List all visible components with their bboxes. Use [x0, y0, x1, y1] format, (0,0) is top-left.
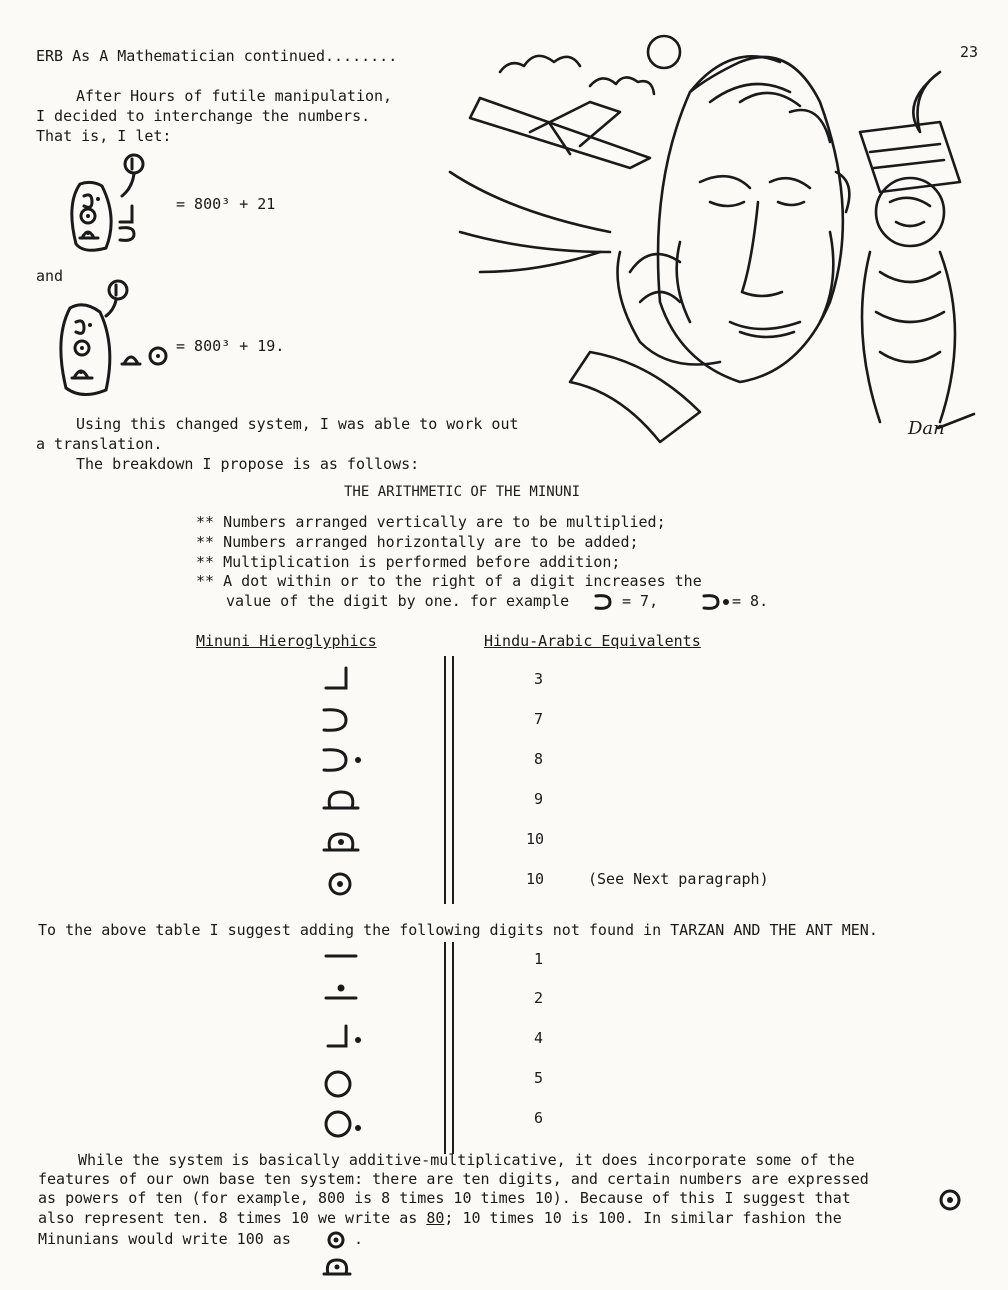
equation-2: = 800³ + 19. [176, 337, 285, 355]
example-glyph-eight [700, 592, 734, 610]
closing-period: . [354, 1230, 364, 1248]
page-header-title: ERB As A Mathematician continued........ [36, 47, 398, 65]
glyph-seven [318, 704, 358, 734]
extra-divider-left [444, 942, 446, 1154]
and-word: and [36, 267, 64, 285]
intro-line-1: After Hours of futile manipulation, [76, 87, 393, 105]
closing-line-5: Minunians would write 100 as [38, 1230, 291, 1248]
example-glyph-seven [592, 592, 616, 610]
glyph-five [320, 1066, 360, 1102]
glyph-four [322, 1022, 372, 1052]
rule-3: ** Multiplication is performed before addition; [196, 553, 621, 571]
section-title: THE ARITHMETIC OF THE MINUNI [344, 484, 581, 500]
closing-line-2: features of our own base ten system: there are ten digits, and certain numbers are expressed [38, 1170, 869, 1188]
table-header-equivalents: Hindu-Arabic Equivalents [484, 632, 701, 650]
erb-caricature-illustration [440, 32, 980, 452]
using-line-2: a translation. [36, 435, 163, 453]
glyph-eight [318, 744, 368, 774]
extra-value-5: 5 [534, 1069, 544, 1087]
hieroglyph-cluster-1 [60, 150, 160, 260]
table-value-10b: 10 [526, 870, 545, 888]
glyph-ten-circle [324, 866, 360, 902]
example-seven-value: = 7, [622, 592, 659, 610]
rule-2: ** Numbers arranged horizontally are to be added; [196, 533, 639, 551]
equation-1: = 800³ + 21 [176, 195, 276, 213]
glyph-hundred-stack [322, 1228, 358, 1286]
intro-line-3: That is, I let: [36, 127, 172, 145]
using-line-1: Using this changed system, I was able to work out [76, 415, 519, 433]
underlined-eighty: 80 [426, 1209, 445, 1227]
example-eight-value: = 8. [732, 592, 769, 610]
hieroglyph-cluster-2 [56, 278, 186, 408]
glyph-one [320, 946, 364, 966]
table-note: (See Next paragraph) [588, 870, 769, 888]
table-divider-left [444, 656, 446, 904]
extra-value-2: 2 [534, 989, 544, 1007]
cartoon-signature: Dan [908, 418, 945, 439]
page-number: 23 [960, 43, 979, 61]
table-value-7: 7 [534, 710, 544, 728]
extra-divider-right [452, 942, 454, 1154]
rule-4-continued: value of the digit by one. for example [226, 592, 570, 610]
glyph-three [318, 664, 358, 694]
rule-4: ** A dot within or to the right of a digit increases the [196, 572, 702, 590]
glyph-nine [320, 786, 364, 816]
glyph-two [320, 980, 364, 1006]
glyph-ten-arch [320, 826, 364, 856]
extra-value-1: 1 [534, 950, 544, 968]
table-value-3: 3 [534, 670, 544, 688]
extra-value-6: 6 [534, 1109, 544, 1127]
glyph-six [320, 1106, 370, 1142]
closing-line-3: as powers of ten (for example, 800 is 8 times 10 times 10). Because of this I suggest that [38, 1189, 851, 1207]
suggest-line: To the above table I suggest adding the following digits not found in TARZAN AND THE ANT MEN. [38, 921, 878, 939]
table-value-9: 9 [534, 790, 544, 808]
intro-line-2: I decided to interchange the numbers. [36, 107, 371, 125]
rule-1: ** Numbers arranged vertically are to be multiplied; [196, 513, 666, 531]
table-divider-right [452, 656, 454, 904]
closing-line-4: also represent ten. 8 times 10 we write as 80; 10 times 10 is 100. In similar fashion the [38, 1209, 842, 1227]
using-line-3: The breakdown I propose is as follows: [76, 455, 420, 473]
closing-line-1: While the system is basically additive-multiplicative, it does incorporate some of the [78, 1151, 855, 1169]
table-value-10a: 10 [526, 830, 545, 848]
table-value-8: 8 [534, 750, 544, 768]
glyph-ten-circle-inline [936, 1186, 964, 1214]
extra-value-4: 4 [534, 1029, 544, 1047]
table-header-hieroglyphics: Minuni Hieroglyphics [196, 632, 377, 650]
